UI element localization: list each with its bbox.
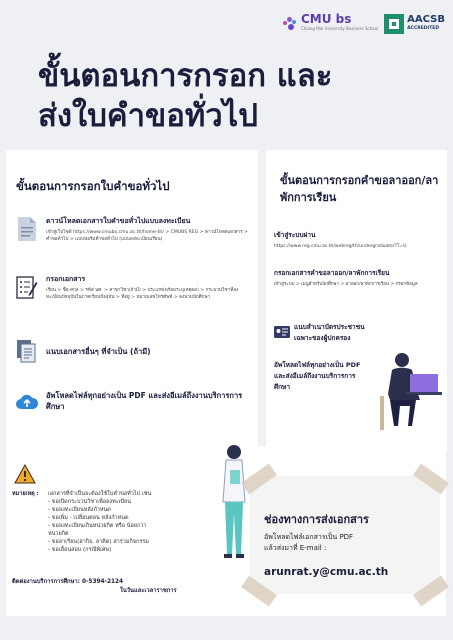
notes-line: - ขอลาเรียน(ลากิจ, ลาคิด) สาร่วมกิจกรรม [48,539,149,545]
general-request-title: ขั้นตอนการกรอกใบคำขอทั่วไป [16,179,170,193]
withdrawal-form-section [274,268,442,288]
withdrawal-form-detail: เข้าสู่ระบบ > เมนูสำหรับนักศึกษา > ลาออก/ลาพักการเรียน > กรอกข้อมูล [274,282,418,287]
contact-hours: ในวันและเวลาราชการ [120,588,177,594]
person-laptop-illustration [374,348,444,430]
page-title-line1: ขั้นตอนการกรอก และ [38,58,333,94]
withdrawal-request-title: ขั้นตอนการกรอกคำขอลาออก/ลาพักการเรียน [280,174,439,204]
id-copy-heading: แนบสำเนาบัตรประชาชนเฉพาะของผู้ปกครอง [294,323,365,342]
tape-decoration [413,576,449,607]
id-copy-section [274,322,442,344]
tape-decoration [241,576,277,607]
logo-bar [281,14,445,34]
step-download-detail: เข้าสู่เว็บไซต์ https://www.cmubs.cmu.ac.th/home-th/ > CMUBS REG > ดาวน์โหลดเอกสาร > คำขอทั่วไป > แบบฟอร์มคำขอทั่วไป (แบบลงทะเบียนเรียน) [46,230,248,242]
send-channel-title: ช่องทางการส่งเอกสาร [264,513,369,526]
login-url-link[interactable]: https://www.reg.cmu.ac.th/webreg/th/undergraduate/?T=U [274,244,407,249]
cmubs-dots-icon [281,15,299,33]
withdrawal-request-card [266,150,447,452]
notes-list [48,490,213,554]
notes-line: - ขอเพิ่ม - เปลี่ยนตอน หลังกำหนด [48,515,129,521]
general-request-card [6,150,258,452]
send-channel-line1: อัพโหลดไฟล์เอกสารเป็น PDF [264,533,354,541]
attachment-docs-icon [16,338,38,364]
contact-phone: ติดต่องานบริการการศึกษา: 0-5394-2124 [12,579,124,585]
tape-decoration [413,464,449,495]
aacsb-accredited-text: ACCREDITED [407,26,440,31]
withdrawal-form-heading: กรอกเอกสารคำขอลาออก/ลาพักการเรียน [274,269,390,277]
notes-card [6,446,446,616]
cmubs-logo [281,14,378,34]
document-icon [16,216,38,242]
aacsb-logo-text: AACSB [407,14,445,25]
step-upload-heading: อัพโหลดไฟล์ทุกอย่างเป็น PDF และส่งอีเมล์ถึงงานบริการการศึกษา [46,391,243,411]
notes-line: - ขอเลื่อนสอบ (กรณีพิเศษ) [48,547,112,553]
step-download-heading: ดาวน์โหลดเอกสารใบคำขอทั่วไปแบบลงทะเบียน [46,217,191,225]
page-title-line2: ส่งใบคำขอทั่วไป [38,98,258,134]
contact-info [12,578,202,596]
form-edit-icon [16,274,38,300]
aacsb-emblem-icon [384,14,404,34]
login-section [274,230,442,250]
notes-line: เอกสารที่จำเป็นจะต้องใช้ใบคำขอทั่วไป เช่น [48,491,152,497]
notes-line: - ขอลงทะเบียนหลังกำหนด [48,507,111,513]
send-channel-box [250,476,440,594]
aacsb-logo [384,14,445,34]
notes-label: หมายเหตุ : [12,491,39,497]
step-fill-form-heading: กรอกเอกสาร [46,275,86,283]
notes-line: - ขอลงทะเบียนเกินหน่วยกิต หรือ น้อยกว่า [48,523,147,529]
send-channel-line2: แล้วส่งมาที่ E-mail : [264,544,327,552]
page-title [38,56,332,136]
step-fill-form-detail: เรียน > ชื่อ-สกุล > รหัส นศ. > สาขาวิชา(ถ้ามี) > ประเภท(พร้อมระบุเหตุผล) > กระบวนวิชาที่ลงทะเบียนปัจจุบันในภาคเรียนปัจจุบัน > ที่อยู่ > หมายเลขโทรศัพท์ > ลงนามนักศึกษา [46,288,239,300]
notes-line: - ขอเปิดกระบวนวิชาเพื่อลงทะเบียน [48,499,132,505]
send-channel-email-link[interactable]: arunrat.y@cmu.ac.th [264,566,389,578]
cloud-upload-icon [16,390,38,416]
step-attach-docs-heading: แนบเอกสารอื่นๆ ที่จำเป็น (ถ้ามี) [46,347,151,356]
cmubs-tagline: Chiang Mai University Business School [301,26,379,31]
warning-icon [14,464,36,484]
right-upload-heading: อัพโหลดไฟล์ทุกอย่างเป็น PDF และส่งอีเมล์ถึงงานบริการการศึกษา [274,361,361,391]
id-card-icon [274,326,290,338]
login-heading: เข้าสู่ระบบผ่าน [274,231,316,239]
notes-line: หน่วยกิต [48,531,69,537]
cmubs-logo-text: CMU bs [301,12,352,26]
